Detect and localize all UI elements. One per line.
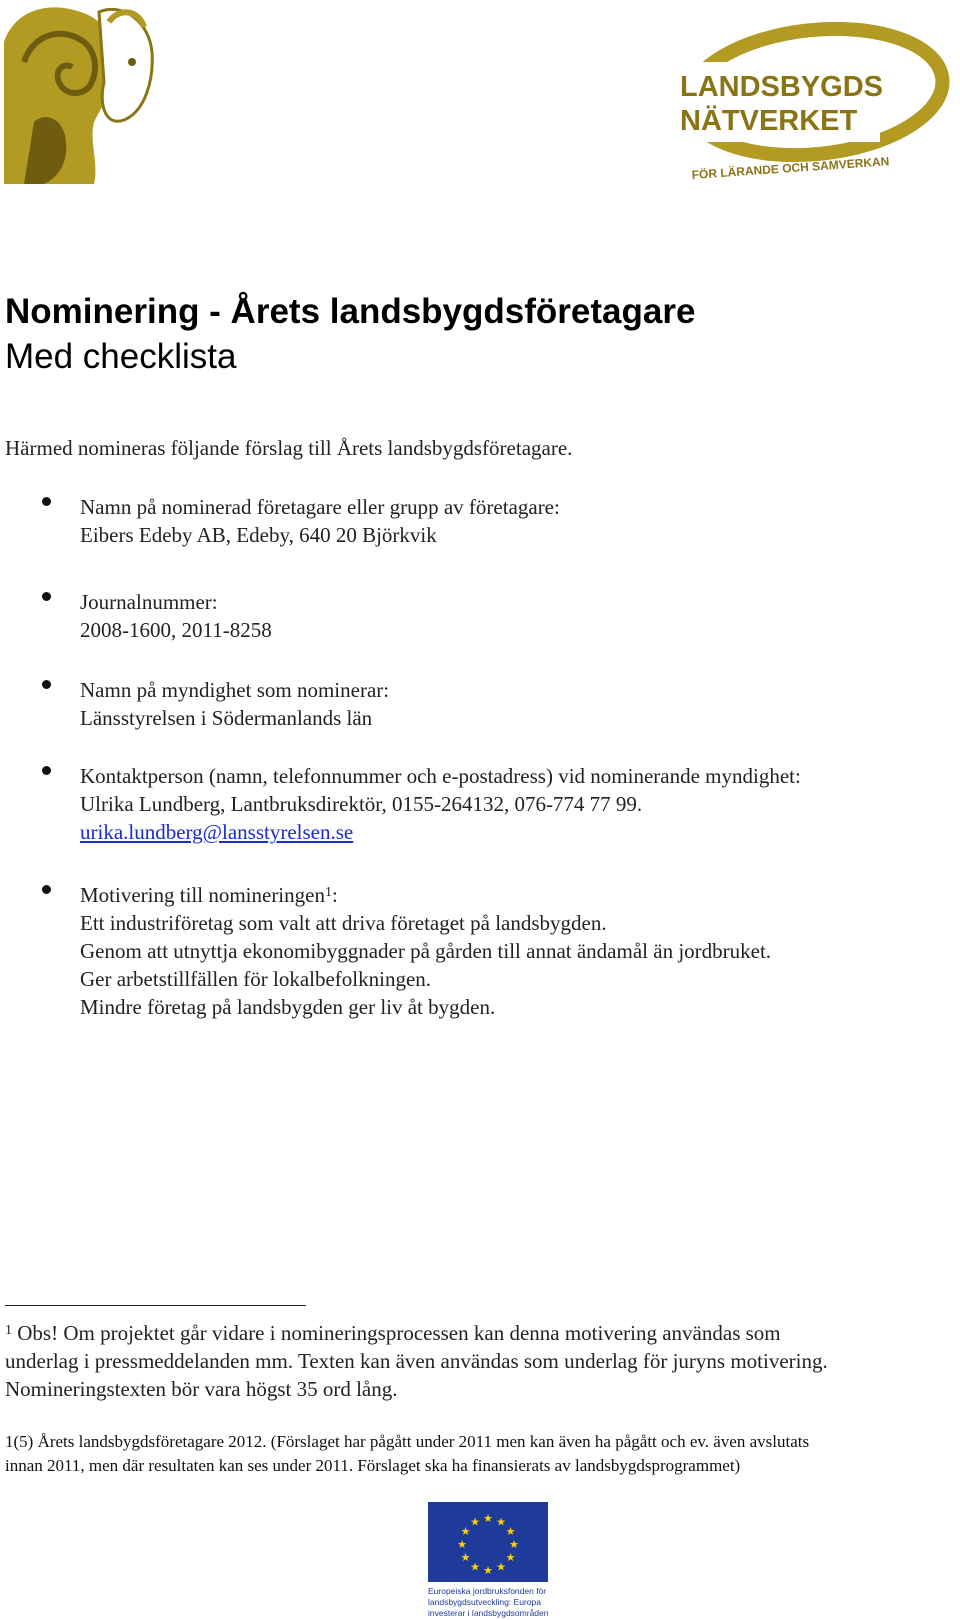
motivation-line: Ger arbetstillfällen för lokalbefolkningen. [80,967,432,991]
landsbygdsnatverket-logo [680,14,950,194]
item-value: Ulrika Lundberg, Lantbruksdirektör, 0155-264132, 076-774 77 99. [80,792,643,816]
svg-text:★: ★ [483,1512,493,1525]
svg-text:★: ★ [470,1515,480,1529]
page-title: Nominering - Årets landsbygdsföretagare [5,292,696,331]
item-value: Eibers Edeby AB, Edeby, 640 20 Björkvik [80,523,437,547]
bullet-icon [42,680,51,689]
footnote-text: Obs! Om projektet går vidare i nomineringsprocessen kan denna motivering användas som [12,1321,781,1345]
page-subtitle: Med checklista [5,337,237,376]
item-label-text: Motivering till nomineringen [80,883,325,907]
page-footer-line: innan 2011, men där resultaten kan ses under 2011. Förslaget ska ha finansierats av landsbygdsprogrammet) [5,1456,741,1475]
svg-text:★: ★ [483,1564,493,1577]
eu-caption: Europeiska jordbruksfonden för [428,1586,547,1596]
svg-text:NÄTVERKET: NÄTVERKET [680,105,858,137]
bullet-icon [42,766,51,775]
bullet-icon [42,497,51,506]
svg-text:★: ★ [470,1560,480,1574]
svg-text:★: ★ [505,1525,516,1538]
page-footer-line: 1(5) Årets landsbygdsföretagare 2012. (Förslaget har pågått under 2011 men kan även ha pågått och ev. även avslutats [5,1432,810,1451]
intro-text: Härmed nomineras följande förslag till Årets landsbygdsföretagare. [5,436,573,460]
item-label: Journalnummer: [80,590,218,614]
footnote-divider [5,1305,306,1306]
svg-text:★: ★ [496,1560,506,1574]
eu-flag-icon [428,1502,548,1582]
eu-caption: landsbygdsutveckling: Europa [428,1597,541,1607]
item-label: Kontaktperson (namn, telefonnummer och e-postadress) vid nominerande myndighet: [80,764,801,788]
footnote-line: Nomineringstexten bör vara högst 35 ord lång. [5,1377,398,1401]
footnote-reference[interactable]: 1 [324,885,332,900]
item-label-suffix: : [331,883,338,907]
bullet-icon [42,592,51,601]
contact-email-link[interactable]: urika.lundberg@lansstyrelsen.se [80,820,354,844]
eu-logo [428,1502,548,1620]
motivation-line: Genom att utnyttja ekonomibyggnader på gården till annat ändamål än jordbruket. [80,939,772,963]
svg-text:FÖR LÄRANDE OCH SAMVERKAN: FÖR LÄRANDE OCH SAMVERKAN [691,154,890,182]
eu-caption: investerar i landsbygdsområden [428,1608,549,1618]
svg-text:★: ★ [460,1551,471,1564]
footnote-line: underlag i pressmeddelanden mm. Texten kan även användas som underlag för juryns motivering. [5,1349,828,1373]
motivation-line: Mindre företag på landsbygden ger liv åt bygden. [80,995,496,1019]
ram-logo-icon [4,2,154,184]
bullet-icon [42,885,51,894]
svg-text:LANDSBYGDS: LANDSBYGDS [680,71,884,103]
svg-text:★: ★ [496,1515,506,1529]
footnote-marker: 1 [5,1323,12,1338]
item-label: Namn på myndighet som nominerar: [80,678,390,702]
svg-text:★: ★ [457,1538,467,1551]
svg-text:★: ★ [505,1551,516,1564]
svg-text:★: ★ [509,1538,519,1551]
footnote-line [5,1319,781,1347]
motivation-line: Ett industriföretag som valt att driva företaget på landsbygden. [80,911,607,935]
item-value: Länsstyrelsen i Södermanlands län [80,706,373,730]
item-value: 2008-1600, 2011-8258 [80,618,272,642]
item-label: Namn på nominerad företagare eller grupp av företagare: [80,495,560,519]
item-label [80,881,338,909]
svg-text:★: ★ [460,1525,471,1538]
